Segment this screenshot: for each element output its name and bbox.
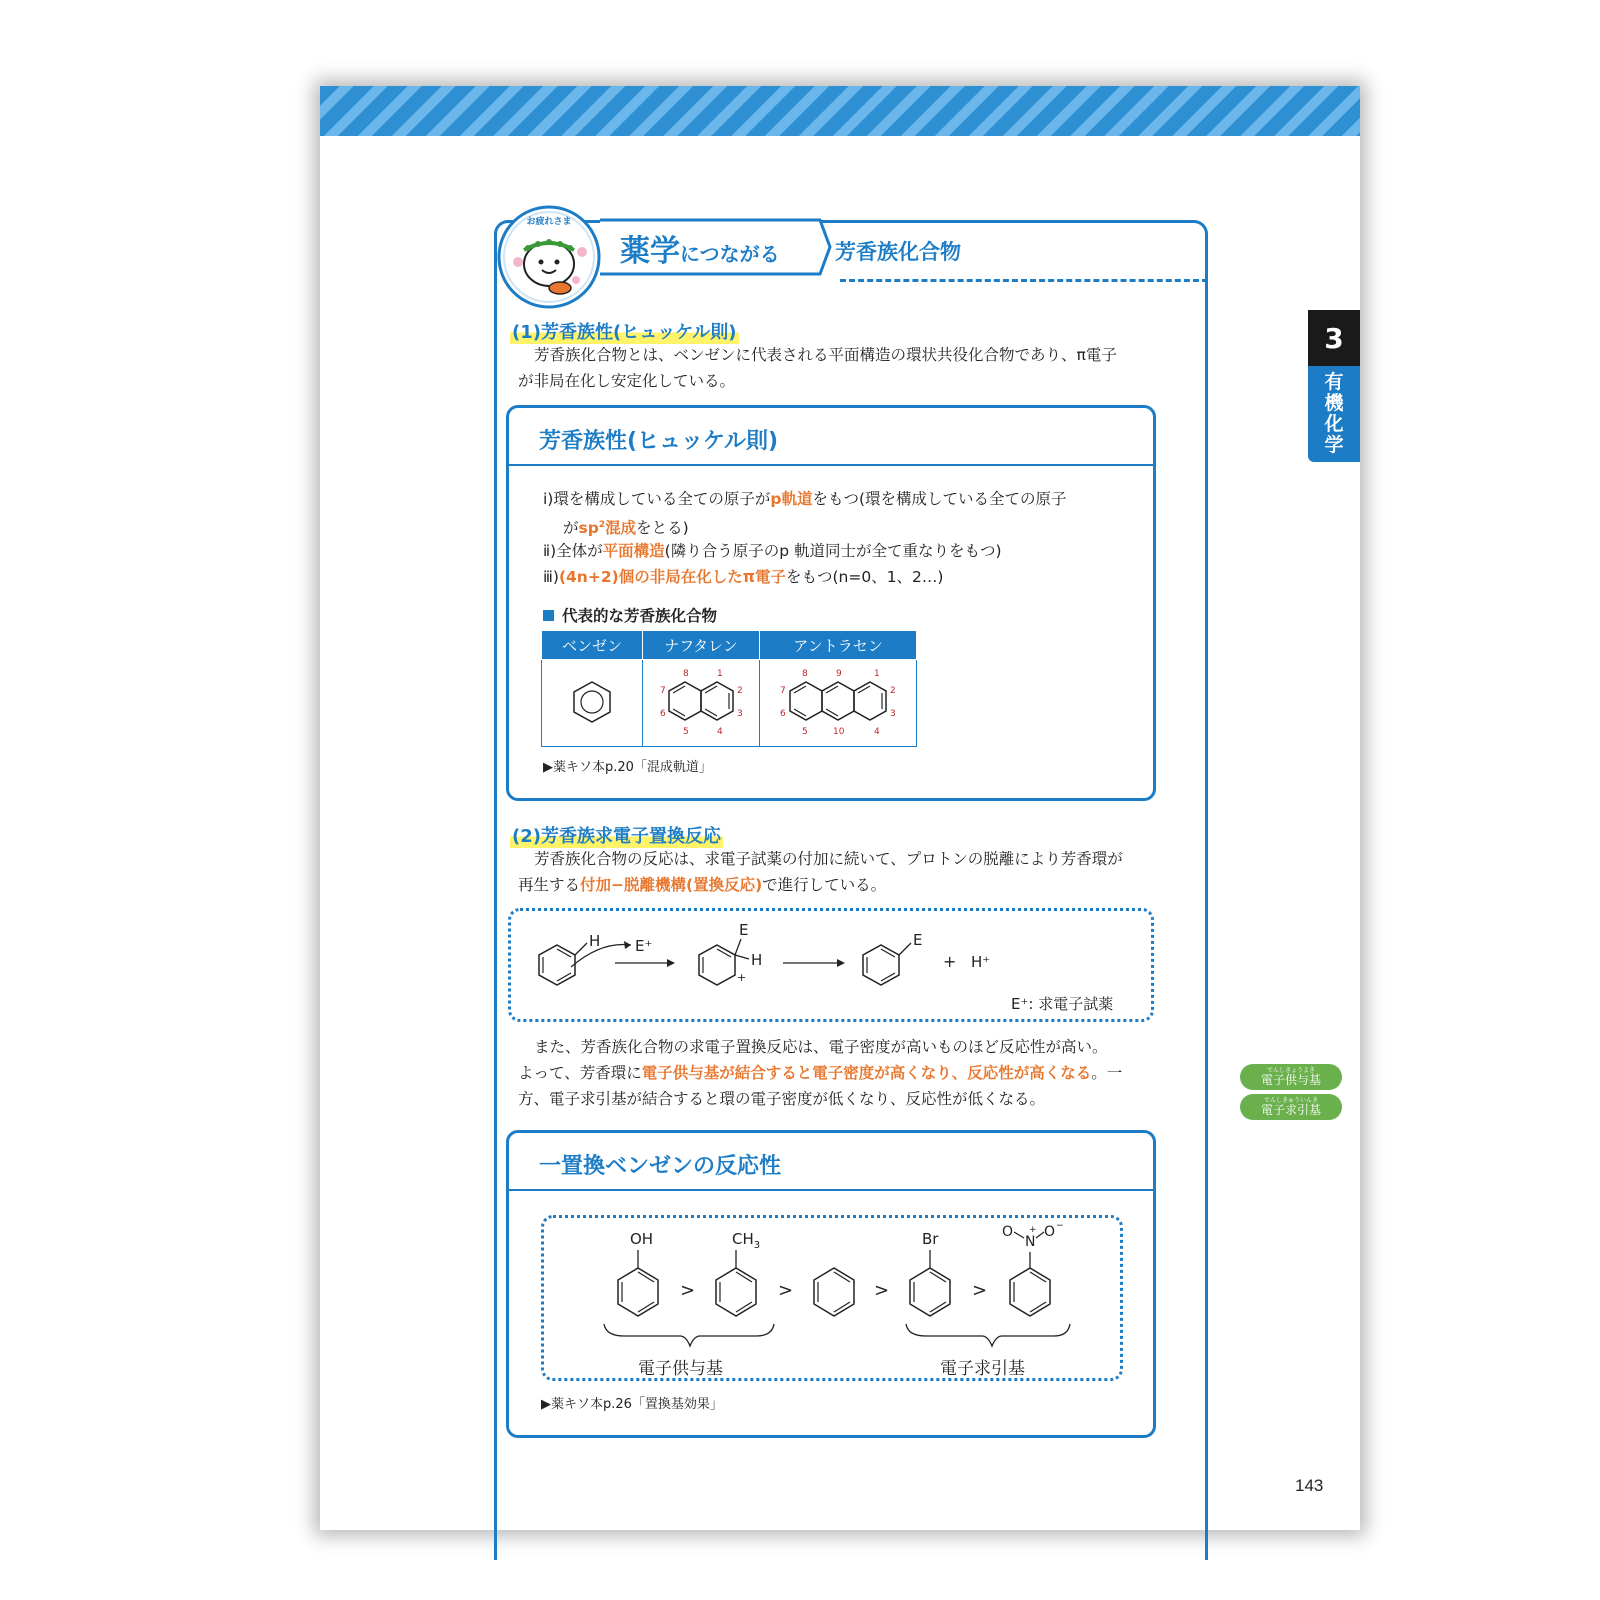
nitro-O-charge: − xyxy=(1056,1221,1064,1231)
banner-title-big: 薬学 xyxy=(620,234,680,269)
side-note-pill: でんしきょうよき 電子供与基 xyxy=(1240,1064,1342,1090)
substituent-CH3: $CH_3$ xyxy=(732,1230,761,1251)
svg-text:3: 3 xyxy=(737,709,743,719)
benzene-cell xyxy=(542,660,643,747)
square-bullet-icon xyxy=(543,610,554,621)
rule-item: ⅲ)(4n+2)個の非局在化したπ電子をもつ(n=0、1、2…) xyxy=(543,568,944,586)
paragraph-line: 方、電子求引基が結合すると環の電子密度が低くなり、反応性が低くなる。 xyxy=(518,1090,1046,1108)
nitro-N-charge: + xyxy=(1029,1225,1037,1235)
rule-item: ⅱ)全体が平面構造(隣り合う原子のp 軌道同士が全て重なりをもつ) xyxy=(543,542,1002,560)
rule-item: が$sp^2$混成をとる) xyxy=(563,519,689,538)
section2-paragraph xyxy=(518,1034,1178,1112)
chapter-number: 3 xyxy=(1308,310,1360,366)
frame-dashed-rule xyxy=(840,279,1208,282)
svg-text:5: 5 xyxy=(683,727,689,737)
chapter-tab-char: 化 xyxy=(1324,413,1344,435)
reactivity-box xyxy=(506,1130,1156,1438)
aromatic-compounds-table xyxy=(541,630,917,747)
table-header: アントラセン xyxy=(760,631,917,660)
reactivity-box-title: 一置換ベンゼンの反応性 xyxy=(509,1133,1153,1191)
section1-heading: (1)芳香族性(ヒュッケル則) xyxy=(510,318,739,344)
banner-title-small: につながる xyxy=(680,242,780,266)
section1-line: が非局在化し安定化している。 xyxy=(518,372,736,390)
svg-text:2: 2 xyxy=(737,686,743,696)
reference-note: ▶薬キソ本p.26「置換基効果」 xyxy=(541,1397,723,1412)
comparator-sign: > xyxy=(972,1280,988,1301)
section1-body xyxy=(518,342,1178,394)
rxn-label-E: E xyxy=(739,921,749,939)
anthracene-cell xyxy=(760,660,917,747)
table-header: ナフタレン xyxy=(643,631,760,660)
rxn-label-charge: + xyxy=(737,971,747,984)
svg-text:6: 6 xyxy=(780,709,786,719)
svg-text:9: 9 xyxy=(836,669,842,679)
anthracene-structure xyxy=(762,660,914,742)
section2-line: 芳香族化合物の反応は、求電子試薬の付加に続いて、プロトンの脱離により芳香環が xyxy=(534,850,1123,868)
svg-text:1: 1 xyxy=(874,669,880,679)
svg-text:5: 5 xyxy=(802,727,808,737)
reference-note: ▶薬キソ本p.20「混成軌道」 xyxy=(543,760,712,775)
naphthalene-cell xyxy=(643,660,760,747)
reactivity-dashed-box xyxy=(541,1215,1123,1381)
naphthalene-structure xyxy=(645,660,757,742)
paragraph-line: また、芳香族化合物の求電子置換反応は、電子密度が高いものほど反応性が高い。 xyxy=(534,1038,1108,1056)
svg-text:8: 8 xyxy=(683,669,689,679)
reaction-legend: E⁺: 求電子試薬 xyxy=(1011,995,1114,1013)
chapter-tab-char: 機 xyxy=(1324,392,1344,414)
rxn-label-E3: E xyxy=(913,931,923,949)
svg-text:1: 1 xyxy=(717,669,723,679)
section1-line: 芳香族化合物とは、ベンゼンに代表される平面構造の環状共役化合物であり、π電子 xyxy=(534,346,1117,364)
chapter-tab-char: 有 xyxy=(1324,371,1344,393)
svg-text:8: 8 xyxy=(802,669,808,679)
svg-text:3: 3 xyxy=(890,709,896,719)
mascot-caption: お疲れさま xyxy=(526,217,572,227)
svg-text:10: 10 xyxy=(833,727,845,737)
huckel-box xyxy=(506,405,1156,801)
huckel-box-title: 芳香族性(ヒュッケル則) xyxy=(509,408,1153,466)
nitro-O-right: O xyxy=(1044,1224,1056,1240)
rule-item: ⅰ)環を構成している全ての原子がp軌道をもつ(環を構成している全ての原子 xyxy=(543,490,1067,508)
substituent-Br: Br xyxy=(922,1230,939,1248)
benzene-structure xyxy=(544,660,640,742)
comparator-sign: > xyxy=(680,1280,696,1301)
reaction-box xyxy=(508,908,1154,1022)
examples-heading: 代表的な芳香族化合物 xyxy=(543,604,717,626)
textbook-page xyxy=(320,86,1360,1530)
reactivity-scheme xyxy=(544,1218,1120,1378)
nitro-N: N xyxy=(1025,1234,1036,1250)
rxn-label-E-plus: E⁺ xyxy=(635,937,653,955)
banner-title xyxy=(620,226,780,270)
svg-text:4: 4 xyxy=(874,727,880,737)
substituent-OH: OH xyxy=(630,1230,654,1248)
mascot-icon xyxy=(496,204,602,310)
side-note-pill: でんしきゅういんき 電子求引基 xyxy=(1240,1094,1342,1120)
svg-text:6: 6 xyxy=(660,709,666,719)
nitro-O-left: O xyxy=(1002,1224,1014,1240)
header-stripe xyxy=(320,86,1360,136)
section2-heading: (2)芳香族求電子置換反応 xyxy=(510,822,723,848)
chapter-tab xyxy=(1308,366,1360,462)
page-subtitle: 芳香族化合物 xyxy=(835,240,961,264)
svg-text:7: 7 xyxy=(780,686,786,696)
rxn-label-H: H xyxy=(589,932,601,950)
comparator-sign: > xyxy=(874,1280,890,1301)
svg-text:7: 7 xyxy=(660,686,666,696)
page-number: 143 xyxy=(1295,1476,1324,1495)
rxn-label-H2: H xyxy=(751,951,763,969)
svg-text:2: 2 xyxy=(890,686,896,696)
section2-line: 再生する付加−脱離機構(置換反応)で進行している。 xyxy=(518,876,887,894)
rxn-label-H-plus: H⁺ xyxy=(971,953,991,971)
table-header: ベンゼン xyxy=(542,631,643,660)
section2-body xyxy=(518,846,1178,898)
paragraph-line: よって、芳香環に電子供与基が結合すると電子密度が高くなり、反応性が高くなる。一 xyxy=(518,1064,1123,1082)
svg-text:4: 4 xyxy=(717,727,723,737)
withdraw-group-label: 電子求引基 xyxy=(940,1359,1025,1379)
rxn-plus-sign: + xyxy=(943,952,957,971)
comparator-sign: > xyxy=(778,1280,794,1301)
donor-group-label: 電子供与基 xyxy=(638,1359,723,1379)
chapter-tab-char: 学 xyxy=(1324,434,1344,456)
